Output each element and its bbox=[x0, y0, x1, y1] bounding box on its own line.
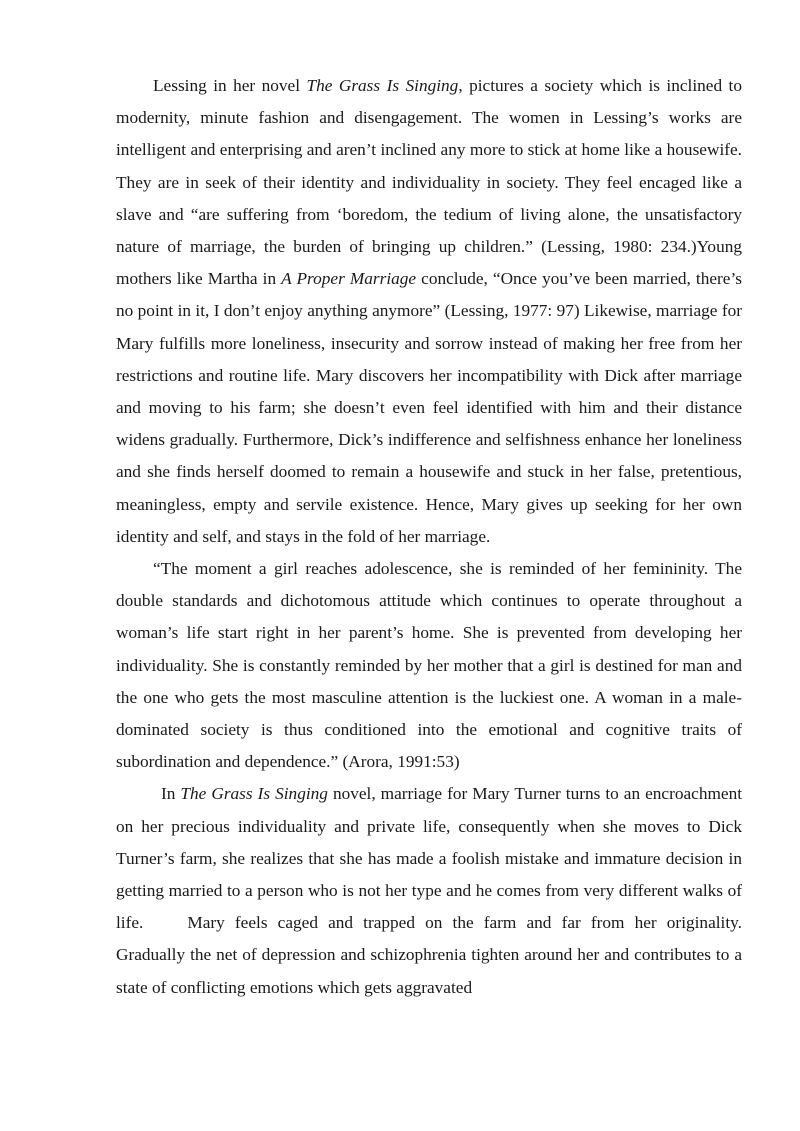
paragraph-text: Mary feels caged and trapped on the farm and far from her originality. Gradually the net of depression and schizophrenia tighten around her and contributes to a state of conflicting emotions which gets aggravated bbox=[116, 913, 742, 997]
paragraph-text: conclude, “Once you’ve been married, there’s no point in it, I don’t enjoy anything anymore” (Lessing, 1977: 97) Likewise, marriage for Mary fulfills more loneliness, insecurity and sorrow instead of making her free from her restrictions and routine life. Mary discovers her incompatibility with Dick after marriage and moving to his farm; she doesn’t even feel identified with him and their distance widens gradually. Furthermore, Dick’s indifference and selfishness enhance her loneliness and she finds herself doomed to remain a housewife and stuck in her false, pretentious, meaningless, empty and servile existence. Hence, Mary gives up seeking for her own identity and self, and stays in the fold of her marriage. bbox=[116, 269, 742, 546]
book-title: The Grass Is Singing bbox=[180, 784, 328, 804]
paragraph-text: Lessing in her novel bbox=[153, 76, 307, 95]
paragraph-text: , pictures a society which is inclined to modernity, minute fashion and disengagement. The women in Lessing’s works are intelligent and enterprising and aren’t inclined any more to stick at home like a housewife. They are in seek of their identity and individuality in society. They feel encaged like a slave and “are suffering from ‘boredom, the tedium of living alone, the unsatisfactory nature of marriage, the burden of bringing up children.” (Lessing, 1980: 234.)Young mothers like Martha in bbox=[116, 76, 742, 289]
book-title: The Grass Is Singing bbox=[306, 76, 459, 95]
book-title: A Proper Marriage bbox=[281, 269, 417, 289]
paragraph-text: In bbox=[161, 784, 181, 804]
paragraph-arora-quote: “The moment a girl reaches adolescence, she is reminded of her femininity. The double standards and dichotomous attitude which continues to operate throughout a woman’s life start right in her parent’s home. She is prevented from developing her individuality. She is constantly reminded by her mother that a girl is destined for man and the one who gets the most masculine attention is the luckiest one. A woman in a male-dominated society is thus conditioned into the emotional and cognitive traits of subordination and dependence.” (Arora, 1991:53) bbox=[116, 559, 742, 772]
paragraph-text: novel, marriage for Mary Turner turns to an encroachment on her precious individuality and private life, consequently when she moves to Dick Turner’s farm, she realizes that she has made a foolish mistake and immature decision in getting married to a person who is not her type and he comes from very different walks of life. bbox=[116, 784, 743, 933]
paragraph-mary-turner bbox=[116, 778, 742, 1003]
paragraph-lessing-society bbox=[116, 70, 742, 553]
document-page bbox=[116, 70, 742, 1004]
